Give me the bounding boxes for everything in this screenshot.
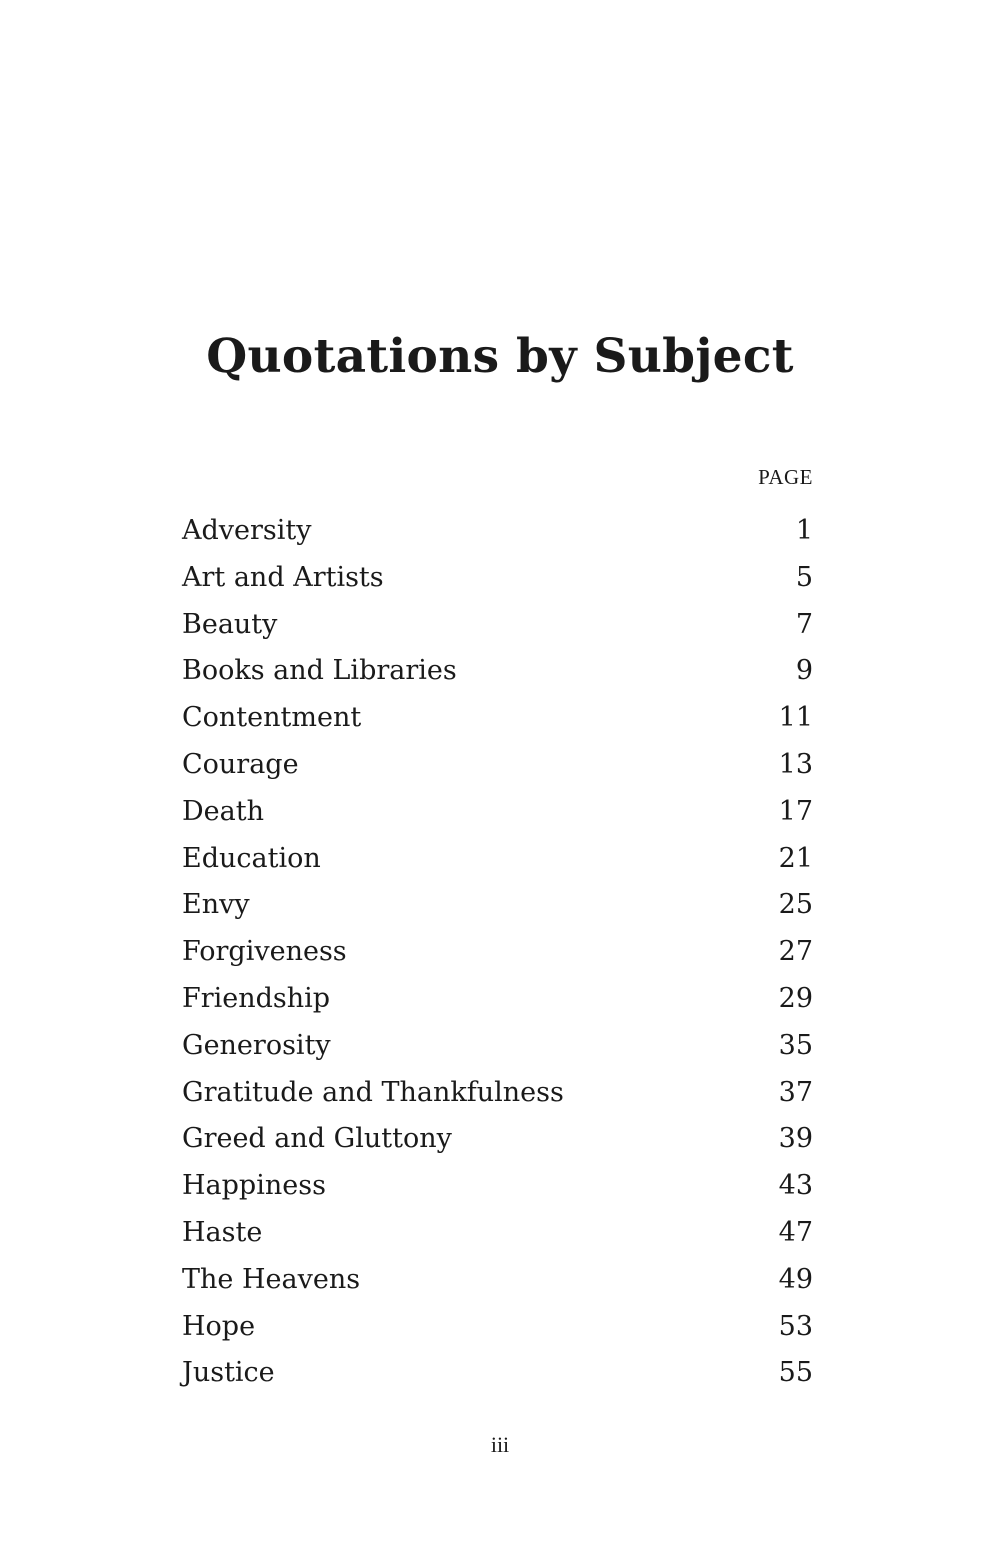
contents-entry[interactable] bbox=[182, 1257, 813, 1304]
entry-page-number: 1 bbox=[795, 515, 813, 546]
entry-subject: Forgiveness bbox=[182, 936, 347, 968]
contents-entry[interactable] bbox=[182, 1350, 813, 1397]
contents-entry[interactable] bbox=[182, 836, 813, 883]
contents-entry[interactable] bbox=[182, 882, 813, 929]
entry-subject: Education bbox=[182, 842, 321, 874]
contents-entry[interactable] bbox=[182, 695, 813, 742]
contents-entry[interactable] bbox=[182, 602, 813, 649]
entry-page-number: 11 bbox=[778, 702, 813, 734]
page-column-header: PAGE bbox=[758, 465, 813, 489]
contents-entry[interactable] bbox=[182, 742, 813, 789]
entry-page-number: 35 bbox=[778, 1029, 813, 1061]
entry-subject: Courage bbox=[182, 748, 299, 780]
entry-page-number: 39 bbox=[778, 1123, 813, 1155]
entry-page-number: 27 bbox=[778, 936, 813, 968]
contents-entry[interactable] bbox=[182, 1210, 813, 1257]
contents-list bbox=[182, 508, 813, 1397]
entry-subject: Happiness bbox=[182, 1170, 326, 1202]
entry-subject: Haste bbox=[182, 1216, 263, 1248]
contents-entry[interactable] bbox=[182, 648, 813, 695]
contents-entry[interactable] bbox=[182, 1070, 813, 1117]
entry-page-number: 53 bbox=[778, 1310, 813, 1342]
contents-entry[interactable] bbox=[182, 1304, 813, 1351]
entry-subject: Greed and Gluttony bbox=[182, 1123, 452, 1155]
contents-entry[interactable] bbox=[182, 1023, 813, 1070]
page-title: Quotations by Subject bbox=[206, 329, 794, 384]
entry-page-number: 25 bbox=[778, 889, 813, 921]
entry-page-number: 55 bbox=[778, 1357, 813, 1389]
contents-entry[interactable] bbox=[182, 1116, 813, 1163]
entry-subject: Gratitude and Thankfulness bbox=[182, 1076, 564, 1108]
entry-page-number: 21 bbox=[778, 842, 813, 874]
entry-page-number: 37 bbox=[778, 1076, 813, 1108]
entry-page-number: 47 bbox=[778, 1216, 813, 1248]
entry-page-number: 5 bbox=[795, 561, 813, 593]
contents-entry[interactable] bbox=[182, 508, 813, 555]
contents-entry[interactable] bbox=[182, 976, 813, 1023]
contents-entry[interactable] bbox=[182, 929, 813, 976]
entry-subject: Justice bbox=[182, 1357, 275, 1389]
entry-subject: Friendship bbox=[182, 982, 331, 1014]
entry-subject: The Heavens bbox=[182, 1263, 361, 1295]
entry-subject: Art and Artists bbox=[182, 561, 384, 593]
entry-subject: Adversity bbox=[182, 515, 312, 546]
contents-entry[interactable] bbox=[182, 555, 813, 602]
entry-page-number: 29 bbox=[778, 982, 813, 1014]
entry-page-number: 49 bbox=[778, 1263, 813, 1295]
entry-page-number: 7 bbox=[795, 608, 813, 640]
entry-subject: Books and Libraries bbox=[182, 655, 457, 687]
entry-subject: Hope bbox=[182, 1310, 256, 1342]
entry-page-number: 9 bbox=[795, 655, 813, 687]
contents-entry[interactable] bbox=[182, 1163, 813, 1210]
entry-subject: Envy bbox=[182, 889, 250, 921]
folio-page-number: iii bbox=[490, 1432, 510, 1457]
entry-subject: Death bbox=[182, 795, 264, 827]
contents-entry[interactable] bbox=[182, 789, 813, 836]
entry-subject: Generosity bbox=[182, 1029, 331, 1061]
entry-subject: Beauty bbox=[182, 608, 278, 640]
entry-page-number: 17 bbox=[778, 795, 813, 827]
entry-subject: Contentment bbox=[182, 702, 362, 734]
entry-page-number: 43 bbox=[778, 1170, 813, 1202]
entry-page-number: 13 bbox=[778, 748, 813, 780]
